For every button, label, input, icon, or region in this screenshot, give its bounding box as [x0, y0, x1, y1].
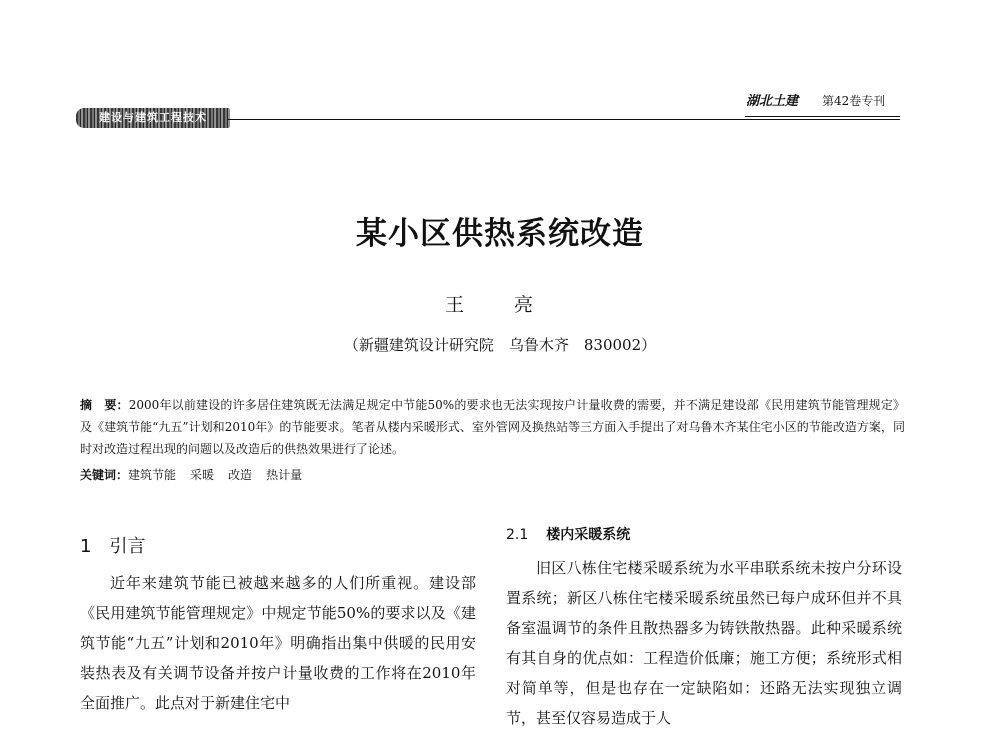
author-affiliation: （新疆建筑设计研究院 乌鲁木齐 830002） [343, 336, 657, 354]
abstract-label: 摘 要： [80, 398, 129, 412]
header-rule [228, 119, 900, 120]
paper-title: 某小区供热系统改造 [356, 216, 644, 252]
section-1-title: 引言 [109, 536, 146, 557]
journal-name: 湖北土建 [746, 94, 799, 109]
section-2-1-heading [506, 524, 630, 544]
header-section-tag: 建设与建筑工程技术 [76, 108, 230, 128]
section-2-1-number: 2.1 [506, 527, 529, 543]
section-2-1-body [506, 553, 902, 733]
section-2-1-paragraph: 旧区八栋住宅楼采暖系统为水平串联系统未按户分环设置系统；新区八栋住宅楼采暖系统虽然已每户成环但并不具备室温调节的条件且散热器多为铸铁散热器。此种采暖系统有其自身的优点如：工程造价低廉；施工方便；系统形式相对简单等，但是也存在一定缺陷如：还路无法实现独立调节，甚至仅容易造成于人 [506, 559, 902, 727]
keyword: 改造 [228, 468, 253, 482]
section-1-heading [80, 532, 145, 558]
keywords [80, 466, 316, 483]
keyword: 热计量 [266, 468, 303, 482]
keyword: 建筑节能 [128, 468, 177, 482]
section-2-1-title: 楼内采暖系统 [546, 527, 631, 543]
abstract [80, 394, 905, 460]
section-1-paragraph: 近年来建筑节能已被越来越多的人们所重视。建设部《民用建筑节能管理规定》中规定节能50%的要求以及《建筑节能“九五”计划和2010年》明确指出集中供暖的民用安装热表及有关调节设备并按户计量收费的工作将在2010年全面推广。此点对于新建住宅中 [80, 574, 476, 712]
author-name: 王 亮 [444, 294, 556, 316]
keyword: 采暖 [190, 468, 215, 482]
section-1-body [80, 568, 476, 718]
section-1-number: 1 [80, 536, 92, 557]
journal-issue: 第42卷专刊 [822, 94, 886, 108]
keywords-label: 关键词： [80, 468, 129, 482]
header-rule-right [745, 116, 900, 117]
abstract-text: 2000年以前建设的许多居住建筑既无法满足规定中节能50%的要求也无法实现按户计量收费的需要，并不满足建设部《民用建筑节能管理规定》及《建筑节能“九五”计划和2010年》的节能要求。笔者从楼内采暖形式、室外管网及换热站等三方面入手提出了对乌鲁木齐某住宅小区的节能改造方案，同时对改造过程出现的问题以及改造后的供热效果进行了论述。 [80, 398, 905, 456]
